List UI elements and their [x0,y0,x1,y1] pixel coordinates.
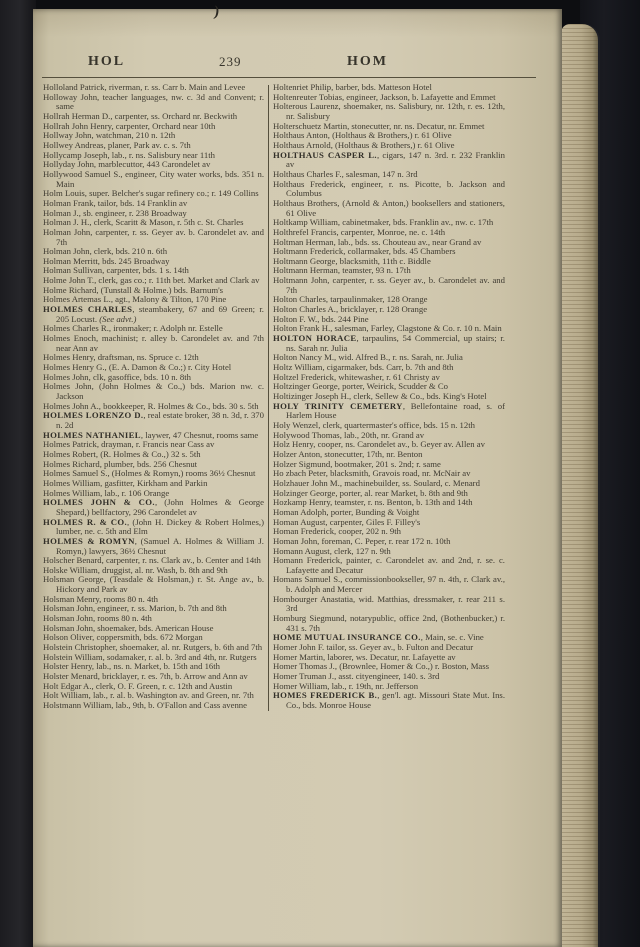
entry-name: Homans Samuel S. [273,574,341,585]
entry-name: Holmes Artemas L. [43,294,111,305]
entry-details: , super. Belcher's sugar refinery co.; r. 149 Collins [84,188,259,199]
book-gutter-shadow [0,0,36,947]
entry-name: Homan August [273,516,326,527]
entry-details: , bds. 244 Pine [317,313,369,324]
entry-name: Holmes William [43,477,101,488]
entry-name: HOLMES NATHANIEL [43,429,141,440]
entry-details: , real estate broker, 38 n. 3d, r. 370 n. 2d [56,410,264,430]
entry-name: Holtzinger George [273,381,338,392]
entry-name: Holtenreuter Tobias [273,91,342,102]
entry-name: Holman J. [43,207,79,218]
directory-entry [43,701,264,711]
entry-name: Homer John F. [273,642,325,653]
entry-name: Holske William [43,564,98,575]
entry-name: Holt William [43,690,89,701]
entry-details: , clerk, bds. 210 n. 6th [89,246,168,257]
entry-name: Holz Henry [273,439,314,450]
entry-name: Holtkamp William [273,217,338,228]
entry-details: , wid. Matthias, dressmaker, r. rear 211 s. 3rd [286,593,505,614]
entry-details: , lab., 20th, nr. Grand av [339,429,425,440]
directory-entry [43,170,264,189]
entry-details: , whitewasher, r. 61 Christy av [334,371,440,382]
entry-name: Holmes Henry G. [43,362,105,373]
entry-details: , (Samuel A. Holmes & William J. Romyn,) lawyers, 36½ Chesnut [56,535,264,556]
entry-name: Homer Martin [273,651,323,662]
entry-details: , machinebuilder, ss. Soulard, c. Menard [339,477,480,488]
column-divider [268,85,269,711]
entry-details: , tarpaulinmaker, 128 Orange [325,294,428,305]
entry-details: , teacher languages, nw. c. 3d and Convent; r. same [56,91,264,112]
entry-name: Holme John T. [43,275,95,286]
entry-details: , carpenter, Orchard near 10th [111,120,216,131]
entry-name: Holmes Enoch [43,333,96,344]
entry-details: , engineer, City water works, bds. 351 n. Main [56,168,264,189]
entry-name: Holman J. H. [43,217,90,228]
entry-details: , clerk, Sellew & Co., bds. King's Hotel [349,391,487,401]
entry-details: , (Teasdale & Holsman,) r. St. Ange av., b. Hickory and Park av [56,574,264,595]
entry-name: Holstmann William [43,700,112,710]
entry-name: Holmes John A. [43,400,99,411]
entry-name: Hollrah John Henry [43,120,112,131]
entry-name: Holmes John [43,381,92,392]
entry-name: HOLY TRINITY CEMETERY [273,400,403,411]
directory-entry [43,518,264,537]
entry-details: , barber, bds. Matteson Hotel [331,82,432,92]
entry-details: , (Tunstall & Holme.) bds. Barnum's [96,284,224,295]
entry-name: Holmes Richard [43,458,100,469]
entry-name: Holterschuetz Martin [273,120,348,131]
entry-name: Holt Edgar A. [43,680,92,691]
entry-details: , (John Holmes & Co.,) bds. Marion nw. c. Jackson [56,381,265,401]
entry-details: , lab., r. 19th, nr. Jefferson [327,680,419,691]
entry-details: , steambakery, 67 and 69 Green; r. 205 Locust. [56,304,264,324]
entry-details: , (Holmes & Romyn,) rooms 36½ Chesnut [107,468,256,479]
entry-details: , carpenter, r. ss. Geyer av., b. Carondelet av. and 7th [286,275,505,295]
entry-details: , stonecutter, nr. ns. Decatur, nr. Emmet [347,120,485,131]
directory-entry [273,556,505,575]
entry-name: Holzinger George [273,487,336,498]
entry-name: HOLMES LORENZO D. [43,410,144,421]
entry-details: , notarypublic, office 2nd, (Bothenbucker,) r. 431 s. 7th [286,613,505,633]
entry-details: , carpenter, bds. 1 s. 14th [102,265,189,276]
entry-name: Hollycamp Joseph [43,149,108,160]
entry-details: , clerk, gas co.; r. 11th bet. Market and Clark av [94,275,260,286]
entry-name: Holmes Charles R. [43,323,109,334]
entry-name: Holterous Laurenz [273,101,339,112]
entry-name: Holthaus Frederick [273,178,344,189]
entry-details: , bds. 245 Broadway [97,255,170,266]
entry-name: Holme Richard [43,284,97,295]
entry-name: Holstein Christopher [43,642,116,653]
entry-details: , tailor, bds. 14 Franklin av [93,197,188,208]
entry-details: , commissionbookseller, 97 n. 4th, r. Clark av., b. Adolph and Mercer [286,574,505,595]
directory-entry [273,402,505,421]
entry-details: , druggist, al. nr. Wash, b. 8th and 9th [97,564,228,575]
entry-details: , collarmaker, bds. 45 Chambers [343,246,456,257]
entry-name: Holtmann John [273,275,328,286]
entry-details: , rooms 80 n. 4th [99,593,159,604]
entry-name: Holmes Samuel S. [43,468,108,479]
entry-details: , carpenter, Monroe, ne. c. 14th [336,226,446,237]
entry-name: Holsman John [43,603,93,614]
entry-details: , shoemaker, al. nr. Rutgers, b. 6th and 7th [115,642,263,653]
header-rule [42,77,536,78]
entry-details: , carpenter, ss. Orchard nr. Beckwith [110,110,238,121]
entry-details: , wid. Alfred B., r. ns. Sarah, nr. Julia [334,352,463,363]
entry-details: , cigars, 147 n. 3rd. r. 232 Franklin av [286,149,505,170]
entry-details: , (E. A. Damon & Co.;) r. City Hotel [104,362,232,373]
entry-details: , marblecuttor, 443 Carondelet av [93,159,211,170]
entry-details: , foreman, C. Peper, r. rear 172 n. 10th [317,535,451,546]
directory-entry [273,199,505,218]
entry-name: HOLMES R. & CO. [43,516,128,527]
entry-name: Holton F. W. [273,313,318,324]
entry-name: Holm Louis [43,188,85,199]
entry-name: Holmes Patrick [43,439,97,450]
directory-entry [43,575,264,594]
entry-name: Hollywood Samuel S. [43,168,121,179]
directory-entry [273,180,505,199]
directory-entry [273,151,505,170]
entry-details: , porter, al. rear Market, b. 8th and 9th [335,487,468,498]
entry-details: , blacksmith, Gravois road, nr. McNair av [325,468,471,479]
entry-name: Homburg Siegmund [273,613,345,624]
entry-name: Holman Merritt [43,255,98,266]
entry-details: , teamster, r. ns. Benton, b. 13th and 14th [330,497,473,508]
column-left [43,83,264,711]
entry-details: , engineer, r. ns. Picotte, b. Jackson and Columbus [286,178,506,199]
entry-details: , clerk, O. F. Green, r. c. 12th and Austin [91,680,233,691]
entry-name: Holzer Sigmund [273,458,331,469]
entry-details: , Bellefontaine road, s. of Harlem House [286,400,505,421]
entry-details: , gen'l. agt. Missouri State Mut. Ins. Co., bds. Monroe House [286,690,505,710]
entry-details: , bricklayer, r. 128 Orange [335,304,428,315]
entry-details: , engineer, r. ss. Marion, b. 7th and 8th [92,603,227,614]
entry-details: , lab., r. al. b. Washington av. and Green, nr. 7th [88,690,254,701]
entry-details: , cabinetmaker, bds. Franklin av., nw. c. 17th [337,217,494,228]
text-columns [43,83,507,711]
entry-details: , lab., ns. n. Market, b. 15th and 16th [91,661,221,672]
entry-details: , lab., r. 106 Orange [100,487,170,498]
entry-name: Holtz William [273,362,323,373]
entry-name: HOMES FREDERICK B. [273,690,378,701]
entry-details: , teamster, 93 n. 17th [337,265,411,276]
entry-details: , engineer, Jackson, b. Lafayette and Emmet [341,91,496,102]
entry-details: , clerk, 127 n. 9th [329,545,391,556]
entry-details: , clk, gasoffice, bds. 10 n. 8th [88,371,191,382]
entry-details: , (John H. Dickey & Robert Holmes,) lumber, ne. c. 5th and Elm [56,516,264,537]
entry-name: Holman John [43,246,90,257]
directory-entry [273,334,505,353]
entry-name: Holtenriet Philip [273,82,332,92]
entry-details: , shoemaker, ns. Salisbury, nr. 12th, r. es. 12th, nr. Salisbury [286,101,505,121]
entry-details: , bricklayer, r. es. 7th, b. Arrow and Ann av [97,671,248,682]
entry-name: Holsman John [43,622,93,633]
ink-mark: ) [212,3,221,21]
entry-name: Holzhauer John M. [273,477,340,488]
entry-details: , watchman, 210 n. 12th [91,130,176,141]
entry-details: , cigarmaker, bds. Carr, b. 7th and 8th [322,362,454,373]
entry-details: , (John Holmes & George Shepard,) bellfactory, 296 Carondelet av [56,497,264,517]
entry-details: , carpenter, r. ns. Clark av., b. Center and 14th [101,555,261,566]
entry-name: HOME MUTUAL INSURANCE CO. [273,632,421,643]
entry-name: Holloway John [43,91,98,102]
entry-name: Holtman Herman [273,236,334,247]
entry-details: , ironmaker; r. Adolph nr. Estelle [108,323,223,334]
entry-details: , riverman, r. ss. Carr b. Main and Levee [104,82,246,92]
directory-entry [43,305,264,324]
entry-details: , (R. Holmes & Co.,) 32 s. 5th [95,448,201,459]
entry-name: Holzer Anton [273,448,321,459]
entry-name: Holton Nancy M. [273,352,335,363]
entry-name: Holsman George [43,574,104,585]
directory-entry [273,575,505,594]
entry-name: HOLMES JOHN & CO. [43,497,155,508]
entry-name: Holsman John [43,613,93,624]
entry-name: Holy Wenzel [273,419,319,430]
entry-name: Hollrah Herman D. [43,110,111,121]
entry-name: HOLTHAUS CASPER L. [273,149,377,160]
entry-name: Holthaus Brothers [273,197,338,208]
entry-details: , painter, c. Carondelet av. and 2nd, r. se. c. Lafayette and Decatur [286,555,505,575]
column-right [273,83,505,711]
directory-entry [43,334,264,353]
entry-name: Holton Charles A. [273,304,336,315]
entry-name: Holman Sullivan [43,265,103,276]
entry-name: Homer Truman J. [273,671,335,682]
entry-name: Holtizinger Joseph H. [273,391,350,401]
entry-name: Hollwey Andreas [43,139,104,150]
entry-name: Holton Frank H. [273,323,331,334]
entry-name: Hollyday John [43,159,94,170]
entry-details: , laborer, ws. Decatur, nr. Lafayette av [322,651,456,662]
entry-details: , agt., Malony & Tilton, 170 Pine [110,294,227,305]
entry-details: , machinist; r. alley b. Carondelet av. and 7th near Ann av [56,333,264,353]
entry-details: , draftsman, ns. Spruce c. 12th [93,352,199,363]
entry-details: , laywer, 47 Chesnut, rooms same [140,429,259,440]
directory-entry [43,537,264,556]
entry-name: Homer William [273,680,328,691]
entry-details: , sodamaker, r. al. b. 3rd and 4th, nr. Rutgers [102,651,257,662]
entry-details: , salesman, 147 n. 3rd [341,168,418,179]
entry-details: , blacksmith, 11th c. Biddle [335,255,431,266]
entry-name: Holscher Benard [43,555,102,566]
entry-details: , lab., 9th, b. O'Fallon and Cass avenne [111,700,247,710]
entry-details: , salesman, Farley, Clagstone & Co. r. 10 n. Main [330,323,502,334]
entry-name: Holthaus Anton [273,130,328,141]
entry-name: Holson Oliver [43,632,93,643]
entry-name: Holstein William [43,651,103,662]
entry-details: , carpenter, Giles F. Filley's [325,516,421,527]
entry-name: Holtmann Herman [273,265,338,276]
entry-details: , lab., bds. ss. Chouteau av., near Grand av [333,236,482,247]
entry-name: Homan Frederick [273,526,335,537]
entry-details: , Main, se. c. Vine [420,632,484,643]
entry-name: HOLMES CHARLES [43,304,133,315]
entry-details: , porter, Weirick, Scudder & Co [337,381,448,392]
entry-name: Holloland Patrick [43,82,105,92]
entry-details: , bootmaker, 201 s. 2nd; r. same [330,458,441,469]
entry-details: , (Brownlee, Homer & Co.,) r. Boston, Mass [334,661,490,672]
entry-details: , clerk, quartermaster's office, bds. 15 n. 12th [318,419,475,430]
entry-details: , bookkeeper, R. Holmes & Co., bds. 30 s. 5th [98,400,259,411]
entry-details: , (Holthaus & Brothers,) r. 61 Olive [327,130,452,141]
entry-details: , coppersmith, bds. 672 Morgan [92,632,203,643]
directory-entry [273,595,505,614]
entry-name: Homan John [273,535,318,546]
entry-details: , stonecutter, 17th, nr. Benton [320,448,423,459]
entry-name: Holthaus Arnold [273,139,331,150]
entry-name: Homer Thomas J. [273,661,335,672]
entry-details: , drayman, r. Francis near Cass av [96,439,215,450]
entry-details: , (Holthaus & Brothers,) r. 61 Olive [330,139,455,150]
entry-name: Holster Henry [43,661,92,672]
entry-name: Holtzel Frederick [273,371,335,382]
directory-entry [273,102,505,121]
directory-entry [273,276,505,295]
entry-name: Hozkamp Henry [273,497,331,508]
entry-name: Homann August [273,545,330,556]
entry-name: Holmes William [43,487,101,498]
entry-details: , cooper, 202 n. 9th [334,526,402,537]
entry-name: Holman John [43,226,91,237]
entry-details: , cooper, ns. Carondelet av., b. Geyer av. Allen av [313,439,485,450]
entry-name: Homan Adolph [273,506,327,517]
entry-details: , shoemaker, bds. American House [92,622,214,633]
entry-details: tailor, ss. Geyer av., b. Fulton and Decatur [324,642,474,653]
entry-name: Hollway John [43,130,92,141]
entry-details: , clerk, Scaritt & Mason, r. 5th c. St. Charles [89,217,244,228]
entry-details: , porter, Bunding & Voight [326,506,420,517]
entry-name: Holtmann Frederick [273,246,344,257]
directory-entry [43,382,264,401]
directory-entry [43,93,264,112]
page-fore-edge [561,24,598,947]
entry-name: Holton Charles [273,294,326,305]
header-left-heading: HOL [88,54,126,69]
entry-details: , asst. cityengineer, 140. s. 3rd [334,671,440,682]
directory-entry [43,498,264,517]
entry-name: Holmes Henry [43,352,94,363]
directory-entry [273,614,505,633]
entry-details: , planer, Park av. c. s. 7th [103,139,191,150]
entry-note: (See advt.) [97,313,137,324]
entry-details: , plumber, bds. 256 Chesnut [99,458,198,469]
entry-details: , (Arnold & Anton,) booksellers and stationers, 61 Olive [286,197,505,218]
entry-name: Holthaus Charles F. [273,168,342,179]
entry-name: Holsman Menry [43,593,100,604]
page [33,3,562,947]
entry-details: , gasfitter, Kirkham and Parkin [100,477,208,488]
entry-name: HOLMES & ROMYN [43,535,135,546]
entry-details: , rooms 80 n. 4th [92,613,152,624]
entry-name: Holster Menard [43,671,98,682]
entry-details: , carpenter, r. ss. Geyer av. b. Carondelet av. and 7th [56,226,264,247]
header-right-heading: HOM [347,54,388,69]
entry-details: , lab., r. ns. Salisbury near 11th [107,149,215,160]
entry-details: , sb. engineer, r. 238 Broadway [78,207,187,218]
entry-name: Ho zbach Peter [273,468,326,479]
page-number: 239 [219,54,242,69]
entry-name: Hombourger Anastatia [273,593,354,604]
directory-entry [43,411,264,430]
directory-entry [43,228,264,247]
entry-name: Holtmann George [273,255,336,266]
entry-name: Homann Frederick [273,555,341,566]
entry-name: Holman Frank [43,197,94,208]
directory-entry [273,691,505,710]
entry-name: Holthrefel Francis [273,226,337,237]
entry-details: , tarpaulins, 54 Commercial, up stairs; r. ns. Sarah nr. Julia [286,333,505,353]
entry-name: Holywood Thomas [273,429,340,440]
entry-name: HOLTON HORACE [273,333,357,344]
entry-name: Holmes Robert [43,448,96,459]
entry-name: Holmes John [43,371,89,382]
